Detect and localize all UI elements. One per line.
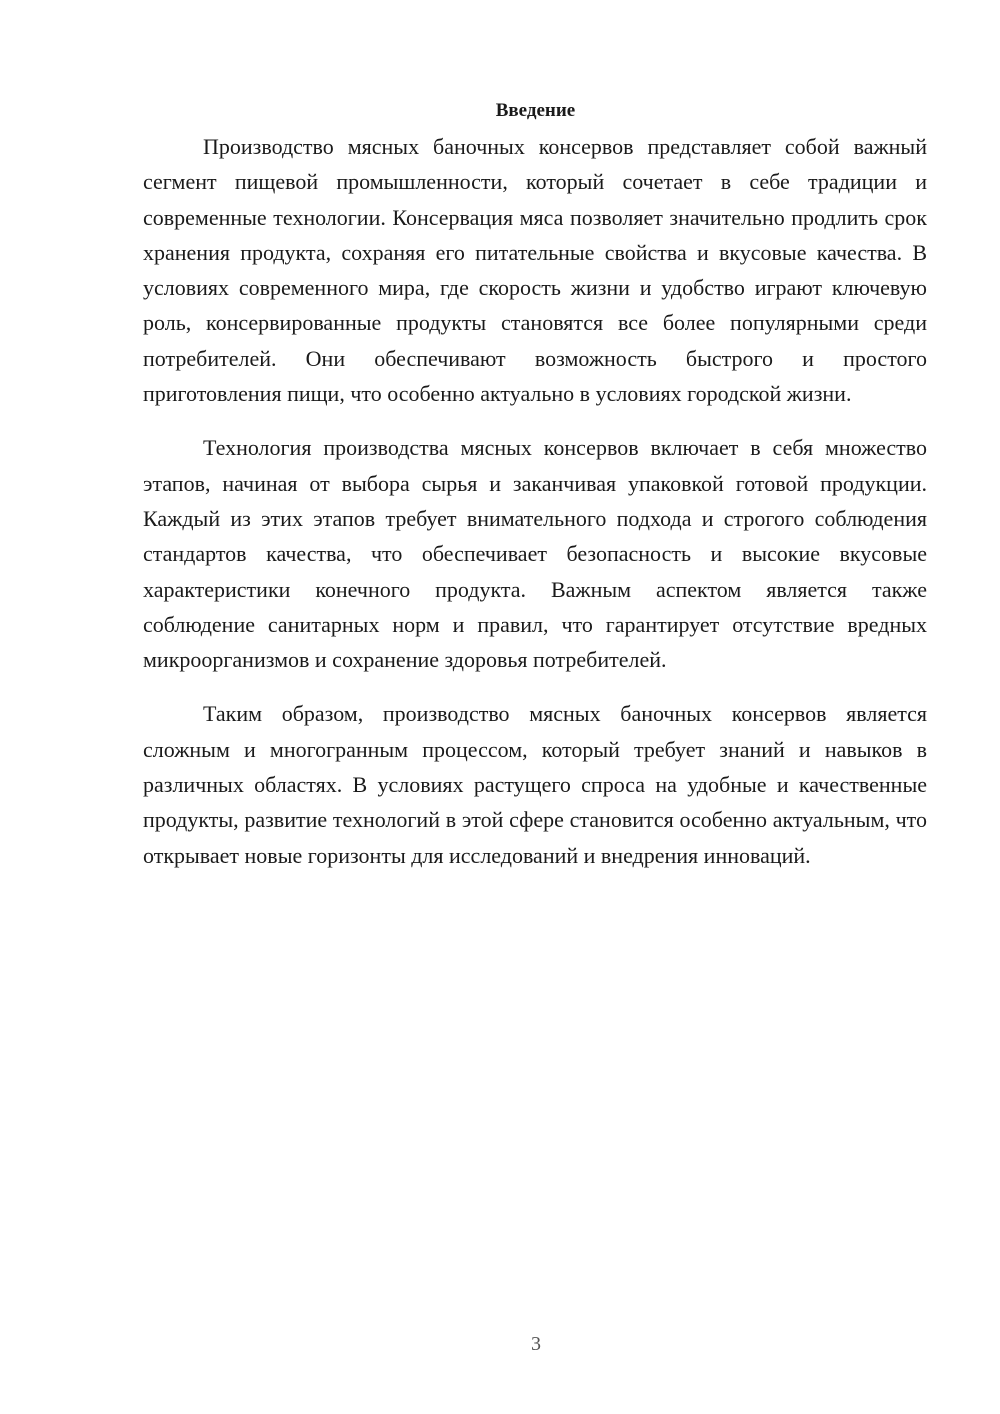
page-content: [143, 93, 927, 873]
paragraph-1: Производство мясных баночных консервов представляет собой важный сегмент пищевой промышленности, который сочетает в себе традиции и современные технологии. Консервация мяса позволяет значительно продлить срок хранения продукта, сохраняя его питательные свойства и вкусовые качества. В условиях современного мира, где скорость жизни и удобство играют ключевую роль, консервированные продукты становятся все более популярными среди потребителей. Они обеспечивают возможность быстрого и простого приготовления пищи, что особенно актуально в условиях городской жизни.: [143, 134, 927, 407]
paragraph-3: Таким образом, производство мясных баночных консервов является сложным и многогранным процессом, который требует знаний и навыков в различных областях. В условиях растущего спроса на удобные и качественные продукты, развитие технологий в этой сфере становится особенно актуальным, что открывает новые горизонты для исследований и внедрения инноваций.: [143, 701, 927, 868]
page-number: 3: [531, 1333, 541, 1355]
section-title: Введение: [495, 100, 576, 121]
paragraph-2: Технология производства мясных консервов включает в себя множество этапов, начиная от выбора сырья и заканчивая упаковкой готовой продукции. Каждый из этих этапов требует внимательного подхода и строгого соблюдения стандартов качества, что обеспечивает безопасность и высокие вкусовые характеристики конечного продукта. Важным аспектом является также соблюдение санитарных норм и правил, что гарантирует отсутствие вредных микроорганизмов и сохранение здоровья потребителей.: [143, 435, 927, 673]
